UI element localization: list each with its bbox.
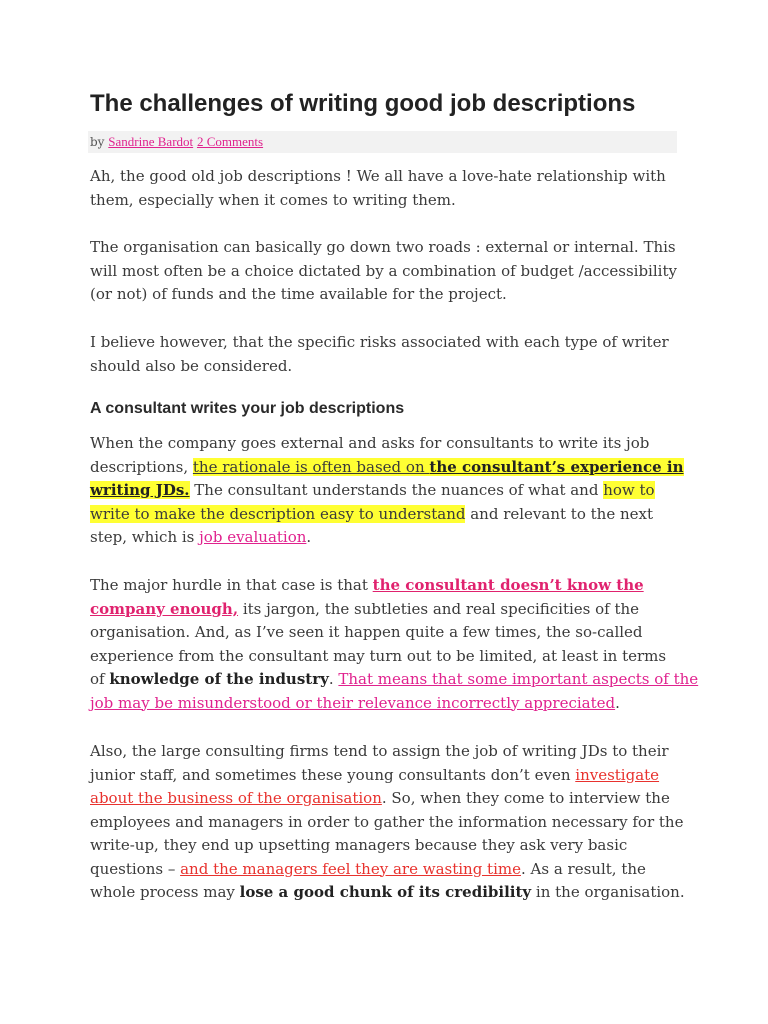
highlighted-text: how to — [603, 481, 655, 499]
text-run: descriptions, — [90, 457, 193, 476]
paragraph-junior-staff — [90, 740, 690, 905]
emphasis-text: company enough, — [90, 599, 239, 618]
text-run: of — [90, 670, 110, 688]
text-run: step, which is — [90, 528, 200, 546]
text-line: them, especially when it comes to writing them. — [90, 190, 456, 209]
text-line: will most often be a choice dictated by a combination of budget /accessibility — [90, 261, 677, 280]
text-line — [90, 881, 690, 905]
section-heading: A consultant writes your job descriptions — [90, 400, 405, 417]
paragraph-risks — [90, 331, 690, 378]
text-line: I believe however, that the specific risks associated with each type of writer — [90, 333, 669, 351]
text-run: . — [615, 693, 620, 712]
emphasis-text: and the managers feel they are wasting time — [180, 859, 521, 878]
emphasis-text: about the business of the organisation — [90, 789, 382, 807]
text-line — [90, 692, 690, 716]
text-line: should also be considered. — [90, 356, 293, 375]
text-line: experience from the consultant may turn out to be limited, at least in terms — [90, 646, 667, 665]
emphasis-text: job may be misunderstood or their relevance incorrectly appreciated — [90, 693, 616, 712]
text-line — [90, 574, 690, 598]
text-line — [90, 479, 690, 503]
text-run: junior staff, and sometimes these young consultants don’t even — [90, 765, 576, 784]
text-line — [90, 858, 690, 882]
text-run: . As a result, the — [521, 859, 646, 878]
text-run: questions – — [90, 859, 181, 878]
text-line — [90, 456, 690, 480]
text-line — [90, 526, 690, 550]
paragraph-roads — [90, 236, 690, 307]
text-line: Also, the large consulting firms tend to assign the job of writing JDs to their — [90, 742, 669, 760]
bold-text: lose a good chunk of its credibility — [239, 883, 532, 901]
text-line — [90, 598, 690, 622]
article-title: The challenges of writing good job descriptions — [90, 90, 636, 117]
highlighted-text: the rationale is often based on — [192, 457, 430, 476]
text-run: whole process may — [90, 883, 240, 901]
paragraph-consultant — [90, 432, 690, 550]
text-line: organisation. And, as I’ve seen it happen quite a few times, the so-called — [90, 623, 643, 641]
text-line — [90, 503, 690, 527]
text-run: . — [328, 670, 339, 688]
text-line: (or not) of funds and the time available for the project. — [90, 285, 507, 303]
text-line: Ah, the good old job descriptions ! We all have a love-hate relationship with — [90, 167, 666, 185]
highlighted-bold-text: the consultant’s experience in — [429, 457, 684, 476]
text-run: in the organisation. — [531, 883, 685, 901]
highlighted-text: write to make the description easy to understand — [90, 504, 466, 523]
emphasis-text: the consultant doesn’t know the — [372, 576, 644, 594]
text-run: The consultant understands the nuances of what and — [189, 481, 604, 499]
paragraph-hurdle — [90, 574, 699, 715]
emphasis-text: investigate — [575, 765, 660, 784]
text-line: write-up, they end up upsetting managers because they ask very basic — [90, 836, 628, 854]
comments-link[interactable]: 2 Comments — [196, 134, 264, 149]
text-run: The major hurdle in that case is that — [90, 576, 373, 594]
highlighted-bold-text: writing JDs. — [90, 481, 190, 499]
text-line: The organisation can basically go down two roads : external or internal. This — [90, 238, 676, 256]
text-line: employees and managers in order to gather the information necessary for the — [90, 812, 684, 831]
text-run: . — [306, 528, 312, 546]
paragraph-intro — [90, 165, 690, 212]
article-meta — [88, 131, 677, 153]
text-line — [90, 787, 690, 811]
meta-by-label: by — [90, 135, 105, 149]
text-run: its jargon, the subtleties and real specificities of the — [238, 599, 640, 618]
author-link[interactable]: Sandrine Bardot — [108, 134, 194, 149]
emphasis-text: That means that some important aspects of the — [338, 670, 699, 688]
text-line — [90, 668, 699, 692]
bold-text: knowledge of the industry — [109, 670, 329, 688]
text-run: . So, when they come to interview the — [381, 789, 670, 807]
text-run: and relevant to the next — [465, 504, 653, 523]
text-line — [90, 764, 690, 788]
job-evaluation-link[interactable]: job evaluation — [199, 528, 307, 546]
text-line: When the company goes external and asks for consultants to write its job — [90, 434, 650, 452]
